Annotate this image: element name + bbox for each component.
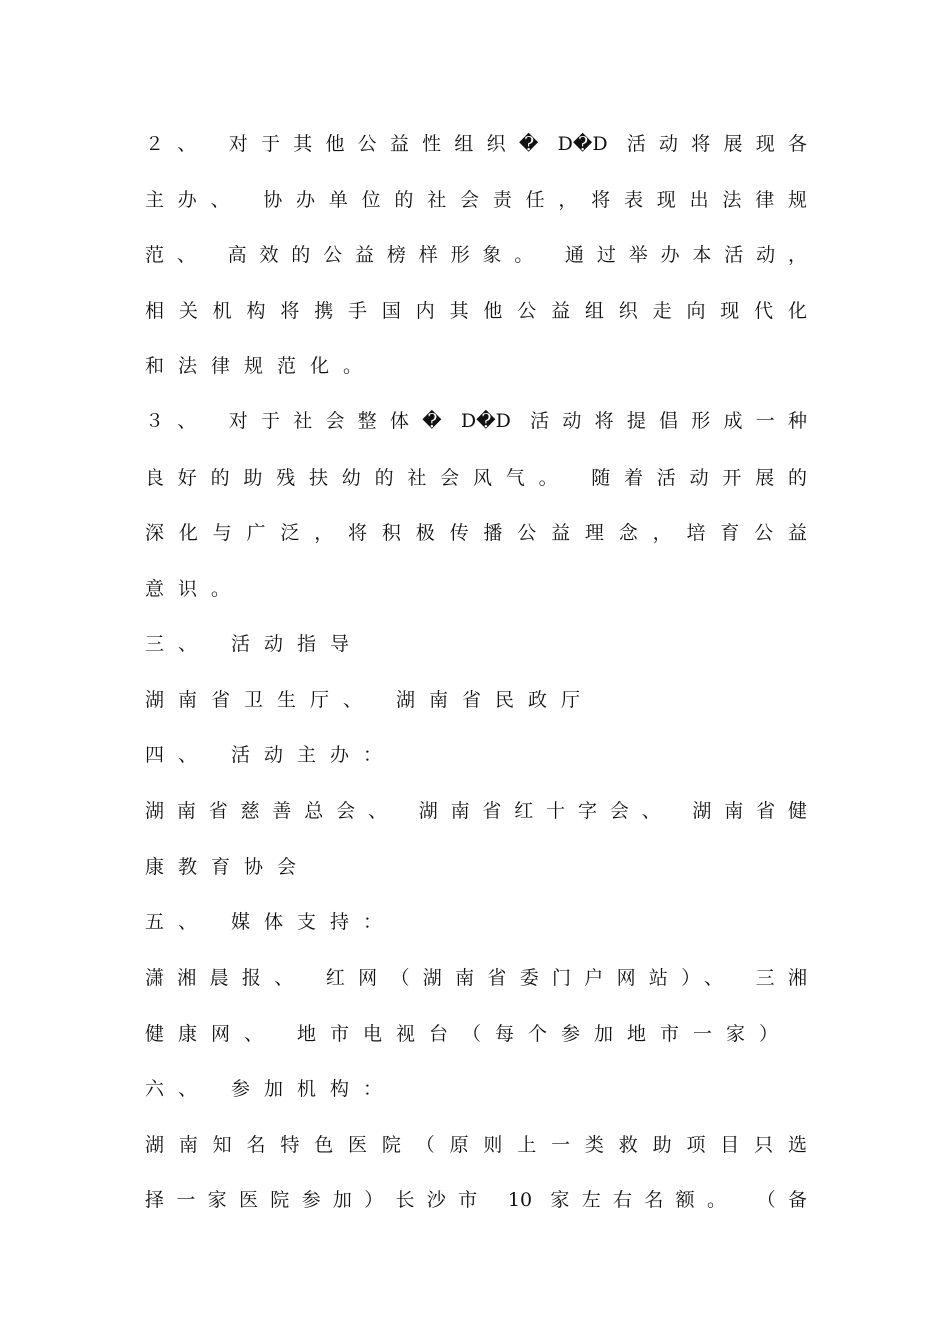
paragraph-line: 康教育协会 [145,856,311,878]
paragraph-line: 深化与广泛，将积极传播公益理念，培育公益 [145,522,807,544]
paragraph-line: ２、 对于其他公益性组织� D�D 活动将展现各 [145,133,807,155]
paragraph-line: 主办、 协办单位的社会责任，将表现出法律规 [145,189,807,211]
paragraph-line: 和法律规范化。 [145,355,377,377]
paragraph-line: 相关机构将携手国内其他公益组织走向现代化 [145,300,807,322]
paragraph-line: 潇湘晨报、 红网（湖南省委门户网站）、 三湘 [145,967,807,989]
paragraph-line: 湖南知名特色医院（原则上一类救助项目只选 [145,1134,807,1156]
section-heading: 三、 活动指导 [145,633,364,655]
paragraph-line: ３、 对于社会整体� D�D 活动将提倡形成一种 [145,410,807,432]
paragraph-line: 意识。 [145,578,245,600]
paragraph-line: 择一家医院参加）长沙市 10 家左右名额。 （备 [145,1189,807,1211]
paragraph-line: 湖南省卫生厅、 湖南省民政厅 [145,689,595,711]
paragraph-line: 良好的助残扶幼的社会风气。 随着活动开展的 [145,467,807,489]
paragraph-line: 湖南省慈善总会、 湖南省红十字会、 湖南省健 [145,800,807,822]
paragraph-line: 健康网、 地市电视台（每个参加地市一家） [145,1023,793,1045]
section-heading: 四、 活动主办： [145,744,397,766]
section-heading: 六、 参加机构： [145,1078,397,1100]
section-heading: 五、 媒体支持： [145,911,397,933]
paragraph-line: 范、 高效的公益榜样形象。 通过举办本活动， [145,244,807,266]
